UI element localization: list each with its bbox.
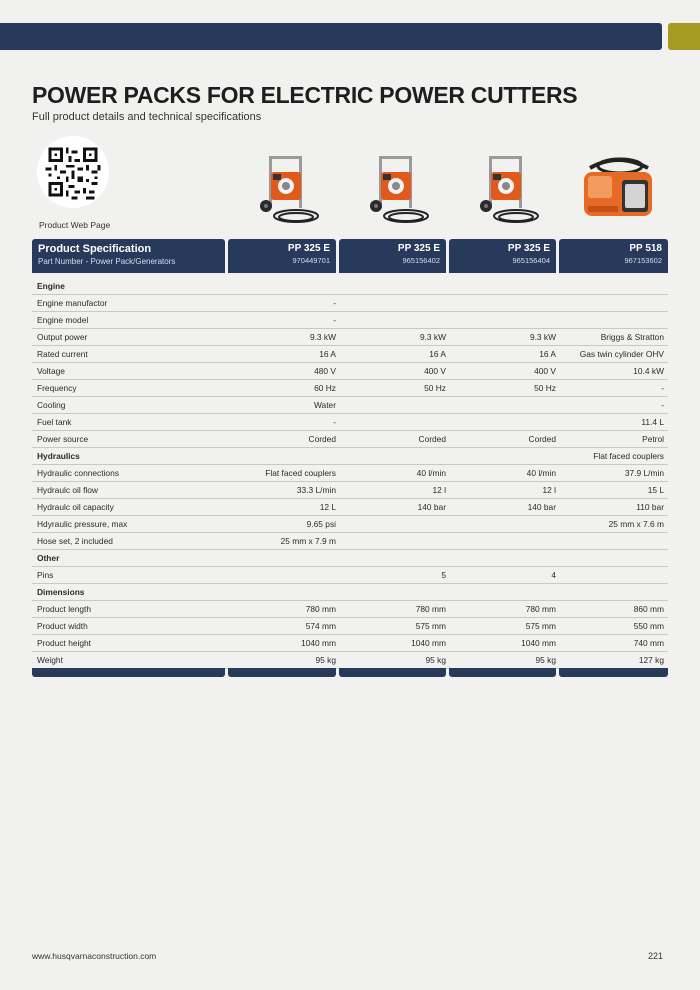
cell-value: Briggs & Stratton [600, 332, 664, 342]
cell-value: 860 mm [633, 604, 664, 614]
cell-value: 40 l/min [526, 468, 556, 478]
cell-value: Corded [528, 434, 556, 444]
page-subtitle: Full product details and technical specifications [32, 111, 262, 123]
row-label: Dimensions [37, 587, 85, 597]
header-bar [0, 23, 662, 50]
table-row [32, 618, 668, 635]
cell-value: 95 kg [315, 655, 336, 665]
table-footer-bar [339, 668, 446, 677]
row-label: Product height [37, 638, 92, 648]
cell-value: 780 mm [525, 604, 556, 614]
cell-value: 575 mm [525, 621, 556, 631]
cell-value: 9.3 kW [419, 332, 446, 342]
cell-value: 9.65 psi [306, 519, 336, 529]
product-name: PP 518 [629, 243, 662, 254]
table-footer-bar [559, 668, 668, 677]
row-label: Engine model [37, 315, 89, 325]
spec-header-title: Product Specification [38, 243, 152, 255]
table-row [32, 295, 668, 312]
row-label: Product width [37, 621, 88, 631]
row-label: Other [37, 553, 60, 563]
page-number: 221 [648, 951, 664, 961]
table-row [32, 601, 668, 618]
cell-value: 740 mm [633, 638, 664, 648]
cell-value: Water [313, 400, 336, 410]
product-column-header [559, 239, 668, 273]
table-row [32, 312, 668, 329]
cell-value: - [661, 400, 664, 410]
cell-value: Petrol [642, 434, 664, 444]
table-row [32, 482, 668, 499]
row-label: Hydraulc oil capacity [37, 502, 114, 512]
cell-value: 140 bar [527, 502, 556, 512]
cell-value: 95 kg [425, 655, 446, 665]
cell-value: 574 mm [305, 621, 336, 631]
cell-value: 16 A [319, 349, 336, 359]
product-part-number: 967153602 [624, 256, 662, 265]
row-label: Fuel tank [37, 417, 72, 427]
row-label: Product length [37, 604, 92, 614]
cell-value: Corded [308, 434, 336, 444]
cell-value: 9.3 kW [529, 332, 556, 342]
cell-value: 127 kg [638, 655, 664, 665]
product-column-header [339, 239, 446, 273]
row-label: Output power [37, 332, 88, 342]
page-title: POWER PACKS FOR ELECTRIC POWER CUTTERS [32, 82, 578, 108]
cell-value: 37.9 L/min [624, 468, 664, 478]
table-footer-bar [228, 668, 336, 677]
cell-value: 780 mm [305, 604, 336, 614]
cell-value: 780 mm [415, 604, 446, 614]
cell-value: Flat faced couplers [593, 451, 664, 461]
row-label: Rated current [37, 349, 88, 359]
cell-value: 575 mm [415, 621, 446, 631]
cell-value: 5 [441, 570, 446, 580]
product-image-pp518 [578, 150, 658, 232]
row-label: Voltage [37, 366, 65, 376]
product-column-header [449, 239, 556, 273]
product-image-pp325e [251, 150, 331, 232]
cell-value: 50 Hz [424, 383, 446, 393]
spec-header-subtitle: Part Number - Power Pack/Generators [38, 257, 176, 266]
cell-value: 12 L [319, 502, 336, 512]
qr-code[interactable] [37, 136, 109, 208]
table-section-row [32, 278, 668, 295]
table-row [32, 431, 668, 448]
table-row [32, 465, 668, 482]
qr-label: Product Web Page [39, 220, 111, 230]
row-label: Hose set, 2 included [37, 536, 113, 546]
product-part-number: 965156404 [512, 256, 550, 265]
row-label: Hydraulc oil flow [37, 485, 98, 495]
table-row [32, 652, 668, 669]
cell-value: 95 kg [535, 655, 556, 665]
cell-value: 4 [551, 570, 556, 580]
cell-value: 15 L [647, 485, 664, 495]
product-image-pp325e-3 [471, 150, 551, 232]
row-label: Engine [37, 281, 65, 291]
table-row [32, 499, 668, 516]
cell-value: 12 l [432, 485, 446, 495]
cell-value: Corded [418, 434, 446, 444]
product-name: PP 325 E [397, 243, 440, 254]
product-column-header [228, 239, 336, 273]
product-part-number: 965156402 [402, 256, 440, 265]
spec-header [32, 239, 225, 273]
table-row [32, 397, 668, 414]
table-footer-bar [449, 668, 556, 677]
table-section-row [32, 550, 668, 567]
cell-value: Gas twin cylinder OHV [579, 349, 664, 359]
table-row [32, 346, 668, 363]
spec-table [32, 278, 668, 669]
cell-value: - [661, 383, 664, 393]
table-section-row [32, 584, 668, 601]
product-part-number: 970449701 [292, 256, 330, 265]
footer-url[interactable]: www.husqvarnaconstruction.com [32, 951, 157, 961]
cell-value: - [333, 417, 336, 427]
row-label: Pins [37, 570, 54, 580]
cell-value: 25 mm x 7.9 m [280, 536, 336, 546]
cell-value: - [333, 298, 336, 308]
header-accent-tab [668, 23, 700, 50]
table-row [32, 329, 668, 346]
cell-value: Flat faced couplers [265, 468, 336, 478]
cell-value: 1040 mm [411, 638, 446, 648]
cell-value: 140 bar [417, 502, 446, 512]
cell-value: 110 bar [636, 502, 664, 512]
row-label: Weight [37, 655, 63, 665]
cell-value: 12 l [542, 485, 556, 495]
cell-value: 25 mm x 7.6 m [608, 519, 664, 529]
cell-value: 16 A [539, 349, 556, 359]
table-section-row [32, 448, 668, 465]
cell-value: 1040 mm [521, 638, 556, 648]
product-image-pp325e-2 [361, 150, 441, 232]
table-row [32, 363, 668, 380]
table-row [32, 414, 668, 431]
product-name: PP 325 E [287, 243, 330, 254]
table-row [32, 533, 668, 550]
cell-value: - [333, 315, 336, 325]
cell-value: 50 Hz [534, 383, 556, 393]
cell-value: 40 l/min [416, 468, 446, 478]
product-name: PP 325 E [507, 243, 550, 254]
cell-value: 400 V [534, 366, 556, 376]
table-row [32, 380, 668, 397]
row-label: Hydraulic connections [37, 468, 119, 478]
cell-value: 16 A [429, 349, 446, 359]
table-footer-bar [32, 668, 225, 677]
cell-value: 480 V [314, 366, 336, 376]
cell-value: 10.4 kW [633, 366, 664, 376]
row-label: Power source [37, 434, 89, 444]
cell-value: 9.3 kW [309, 332, 336, 342]
cell-value: 1040 mm [301, 638, 336, 648]
cell-value: 60 Hz [314, 383, 336, 393]
cell-value: 400 V [424, 366, 446, 376]
cell-value: 550 mm [633, 621, 664, 631]
table-row [32, 635, 668, 652]
table-row [32, 516, 668, 533]
cell-value: 11.4 L [641, 417, 664, 427]
row-label: Cooling [37, 400, 66, 410]
row-label: Hdyraulic pressure, max [37, 519, 128, 529]
row-label: Hydraulics [37, 451, 80, 461]
table-row [32, 567, 668, 584]
cell-value: 33.3 L/min [296, 485, 336, 495]
row-label: Engine manufactor [37, 298, 108, 308]
row-label: Frequency [37, 383, 77, 393]
